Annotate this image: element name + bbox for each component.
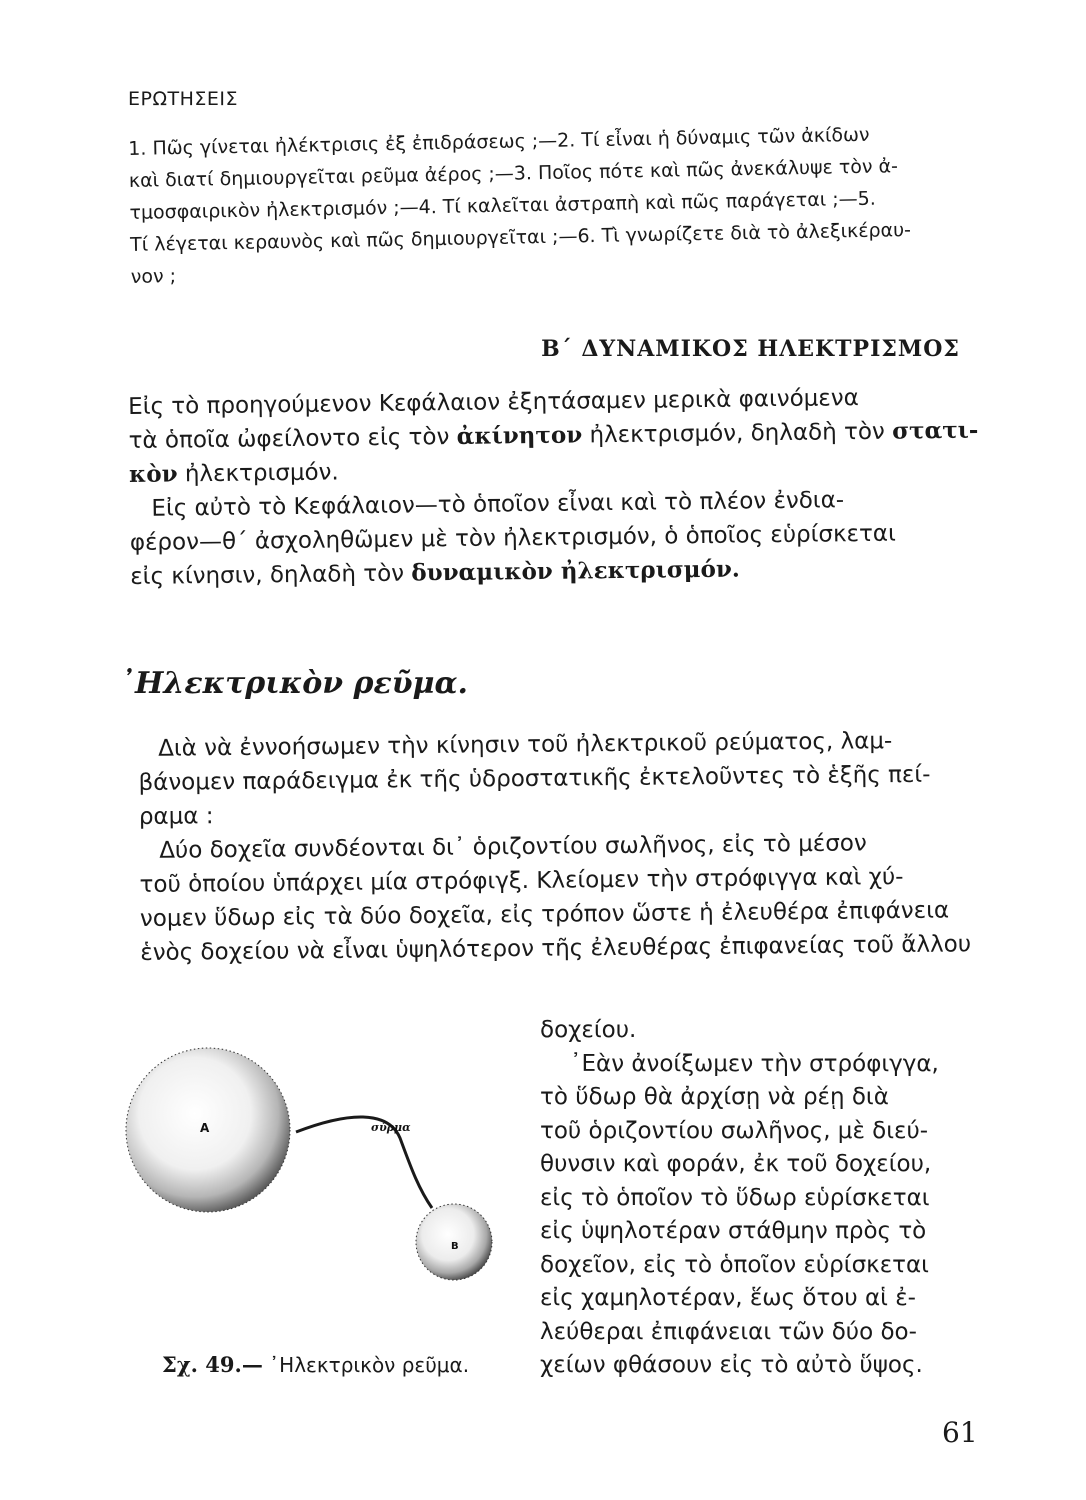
- body-line: θυνσιν καὶ φοράν, ἐκ τοῦ δοχείου,: [540, 1151, 932, 1177]
- emphasis-statikon-end: κὸν: [128, 460, 178, 488]
- body-line: εἰς τὸ ὁποῖον τὸ ὕδωρ εὑρίσκεται: [540, 1184, 930, 1211]
- label-sphere-b: Β: [451, 1241, 459, 1252]
- body-line: τοῦ ὁποίου ὑπάρχει μία στρόφιγξ. Κλείομεν τὴν στρόφιγγα καὶ χύ-: [139, 863, 904, 898]
- body-line: εἰς χαμηλοτέραν, ἕως ὅτου αἱ ἐ-: [540, 1285, 916, 1311]
- figure-number: Σχ. 49.—: [162, 1352, 263, 1377]
- emphasis-statikon: στατι-: [891, 416, 979, 445]
- intro-text: εἰς κίνησιν, δηλαδὴ τὸν: [130, 560, 412, 590]
- subheading-electric-current: ᾿Ηλεκτρικὸν ρεῦμα.: [120, 666, 469, 701]
- body-line: τοῦ ὁριζοντίου σωλῆνος, μὲ διεύ-: [540, 1117, 929, 1144]
- body-line: δοχείου.: [540, 1017, 637, 1043]
- wire: [296, 1117, 432, 1208]
- intro-line: Εἰς τὸ προηγούμενον Κεφάλαιον ἐξητάσαμεν μερικὰ φαινόμενα: [128, 385, 859, 420]
- figure-drawing: [118, 1040, 518, 1340]
- figure-caption: [162, 1352, 469, 1377]
- intro-text: τὰ ὁποῖα ὠφείλοντο εἰς τὸν: [128, 423, 457, 454]
- body-line: χείων φθάσουν εἰς τὸ αὐτὸ ὕψος.: [540, 1352, 923, 1378]
- page-number: 61: [942, 1416, 978, 1449]
- intro-line: φέρον—θ΄ ἀσχοληθῶμεν μὲ τὸν ἠλεκτρισμόν, ὁ ὁποῖος εὑρίσκεται: [129, 520, 896, 556]
- body-column: [540, 1014, 980, 1383]
- body-line: εἰς ὑψηλοτέραν στάθμην πρὸς τὸ: [540, 1218, 927, 1244]
- body-line: νομεν ὕδωρ εἰς τὰ δύο δοχεῖα, εἰς τρόπον ὥστε ἡ ἐλευθέρα ἐπιφάνεια: [139, 897, 950, 932]
- emphasis-akiniton: ἀκίνητον: [456, 421, 583, 450]
- question-line: τμοσφαιρικὸν ἠλεκτρισμόν ;—4. Τί καλεῖται ἀστραπὴ καὶ πῶς παράγεται ;—5.: [129, 187, 876, 224]
- label-wire: σύρμα: [371, 1121, 411, 1134]
- emphasis-dynamikon: δυναμικὸν ἠλεκτρισμόν.: [411, 555, 741, 587]
- questions-list: [128, 117, 971, 293]
- question-line: νον ;: [130, 265, 177, 288]
- intro-line: Εἰς αὐτὸ τὸ Κεφάλαιον—τὸ ὁποῖον εἶναι καὶ τὸ πλέον ἐνδια-: [151, 487, 845, 522]
- body-line: Δύο δοχεῖα συνδέονται δι᾿ ὁριζοντίου σωλῆνος, εἰς τὸ μέσον: [159, 830, 867, 864]
- questions-heading: ΕΡΩΤΗΣΕΙΣ: [128, 88, 238, 110]
- section-title: Β΄ ΔΥΝΑΜΙΚΟΣ ΗΛΕΚΤΡΙΣΜΟΣ: [541, 336, 960, 362]
- intro-text: ἠλεκτρισμόν.: [177, 459, 339, 488]
- body-line: βάνομεν παράδειγμα ἐκ τῆς ὑδροστατικῆς ἐκτελοῦντες τὸ ἑξῆς πεί-: [138, 761, 931, 796]
- question-line: καὶ διατί δημιουργεῖται ρεῦμα ἀέρος ;—3. Ποῖος πότε καὶ πῶς ἀνεκάλυψε τὸν ἀ-: [128, 155, 899, 192]
- figure-caption-text: ᾿Ηλεκτρικὸν ρεῦμα.: [262, 1353, 470, 1377]
- body-line: ραμα :: [138, 803, 214, 830]
- body-line: ἑνὸς δοχείου νὰ εἶναι ὑψηλότερον τῆς ἐλευθέρας ἐπιφανείας τοῦ ἄλλου: [140, 931, 972, 966]
- question-line: Τί λέγεται κεραυνὸς καὶ πῶς δημιουργεῖται ;—6. Τὶ γνωρίζετε διὰ τὸ ἀλεξικέραυ-: [129, 218, 912, 256]
- body-line: ᾿Εὰν ἀνοίξωμεν τὴν στρόφιγγα,: [570, 1050, 939, 1077]
- figure-electric-current: [118, 1040, 518, 1340]
- body-line: Διὰ νὰ ἐννοήσωμεν τὴν κίνησιν τοῦ ἠλεκτρικοῦ ρεύματος, λαμ-: [158, 728, 893, 762]
- label-sphere-a: Α: [200, 1121, 210, 1135]
- body-line: λεύθεραι ἐπιφάνειαι τῶν δύο δο-: [540, 1318, 917, 1345]
- body-paragraph: [138, 723, 980, 970]
- body-line: δοχεῖον, εἰς τὸ ὁποῖον εὑρίσκεται: [540, 1251, 929, 1278]
- body-line: τὸ ὕδωρ θὰ ἀρχίσῃ νὰ ρέῃ διὰ: [540, 1084, 889, 1110]
- intro-paragraph: [128, 380, 978, 594]
- question-line: 1. Πῶς γίνεται ἠλέκτρισις ἐξ ἐπιδράσεως ;—2. Τί εἶναι ἡ δύναμις τῶν ἀκίδων: [128, 123, 870, 160]
- intro-text: ἠλεκτρισμόν, δηλαδὴ τὸν: [582, 418, 893, 449]
